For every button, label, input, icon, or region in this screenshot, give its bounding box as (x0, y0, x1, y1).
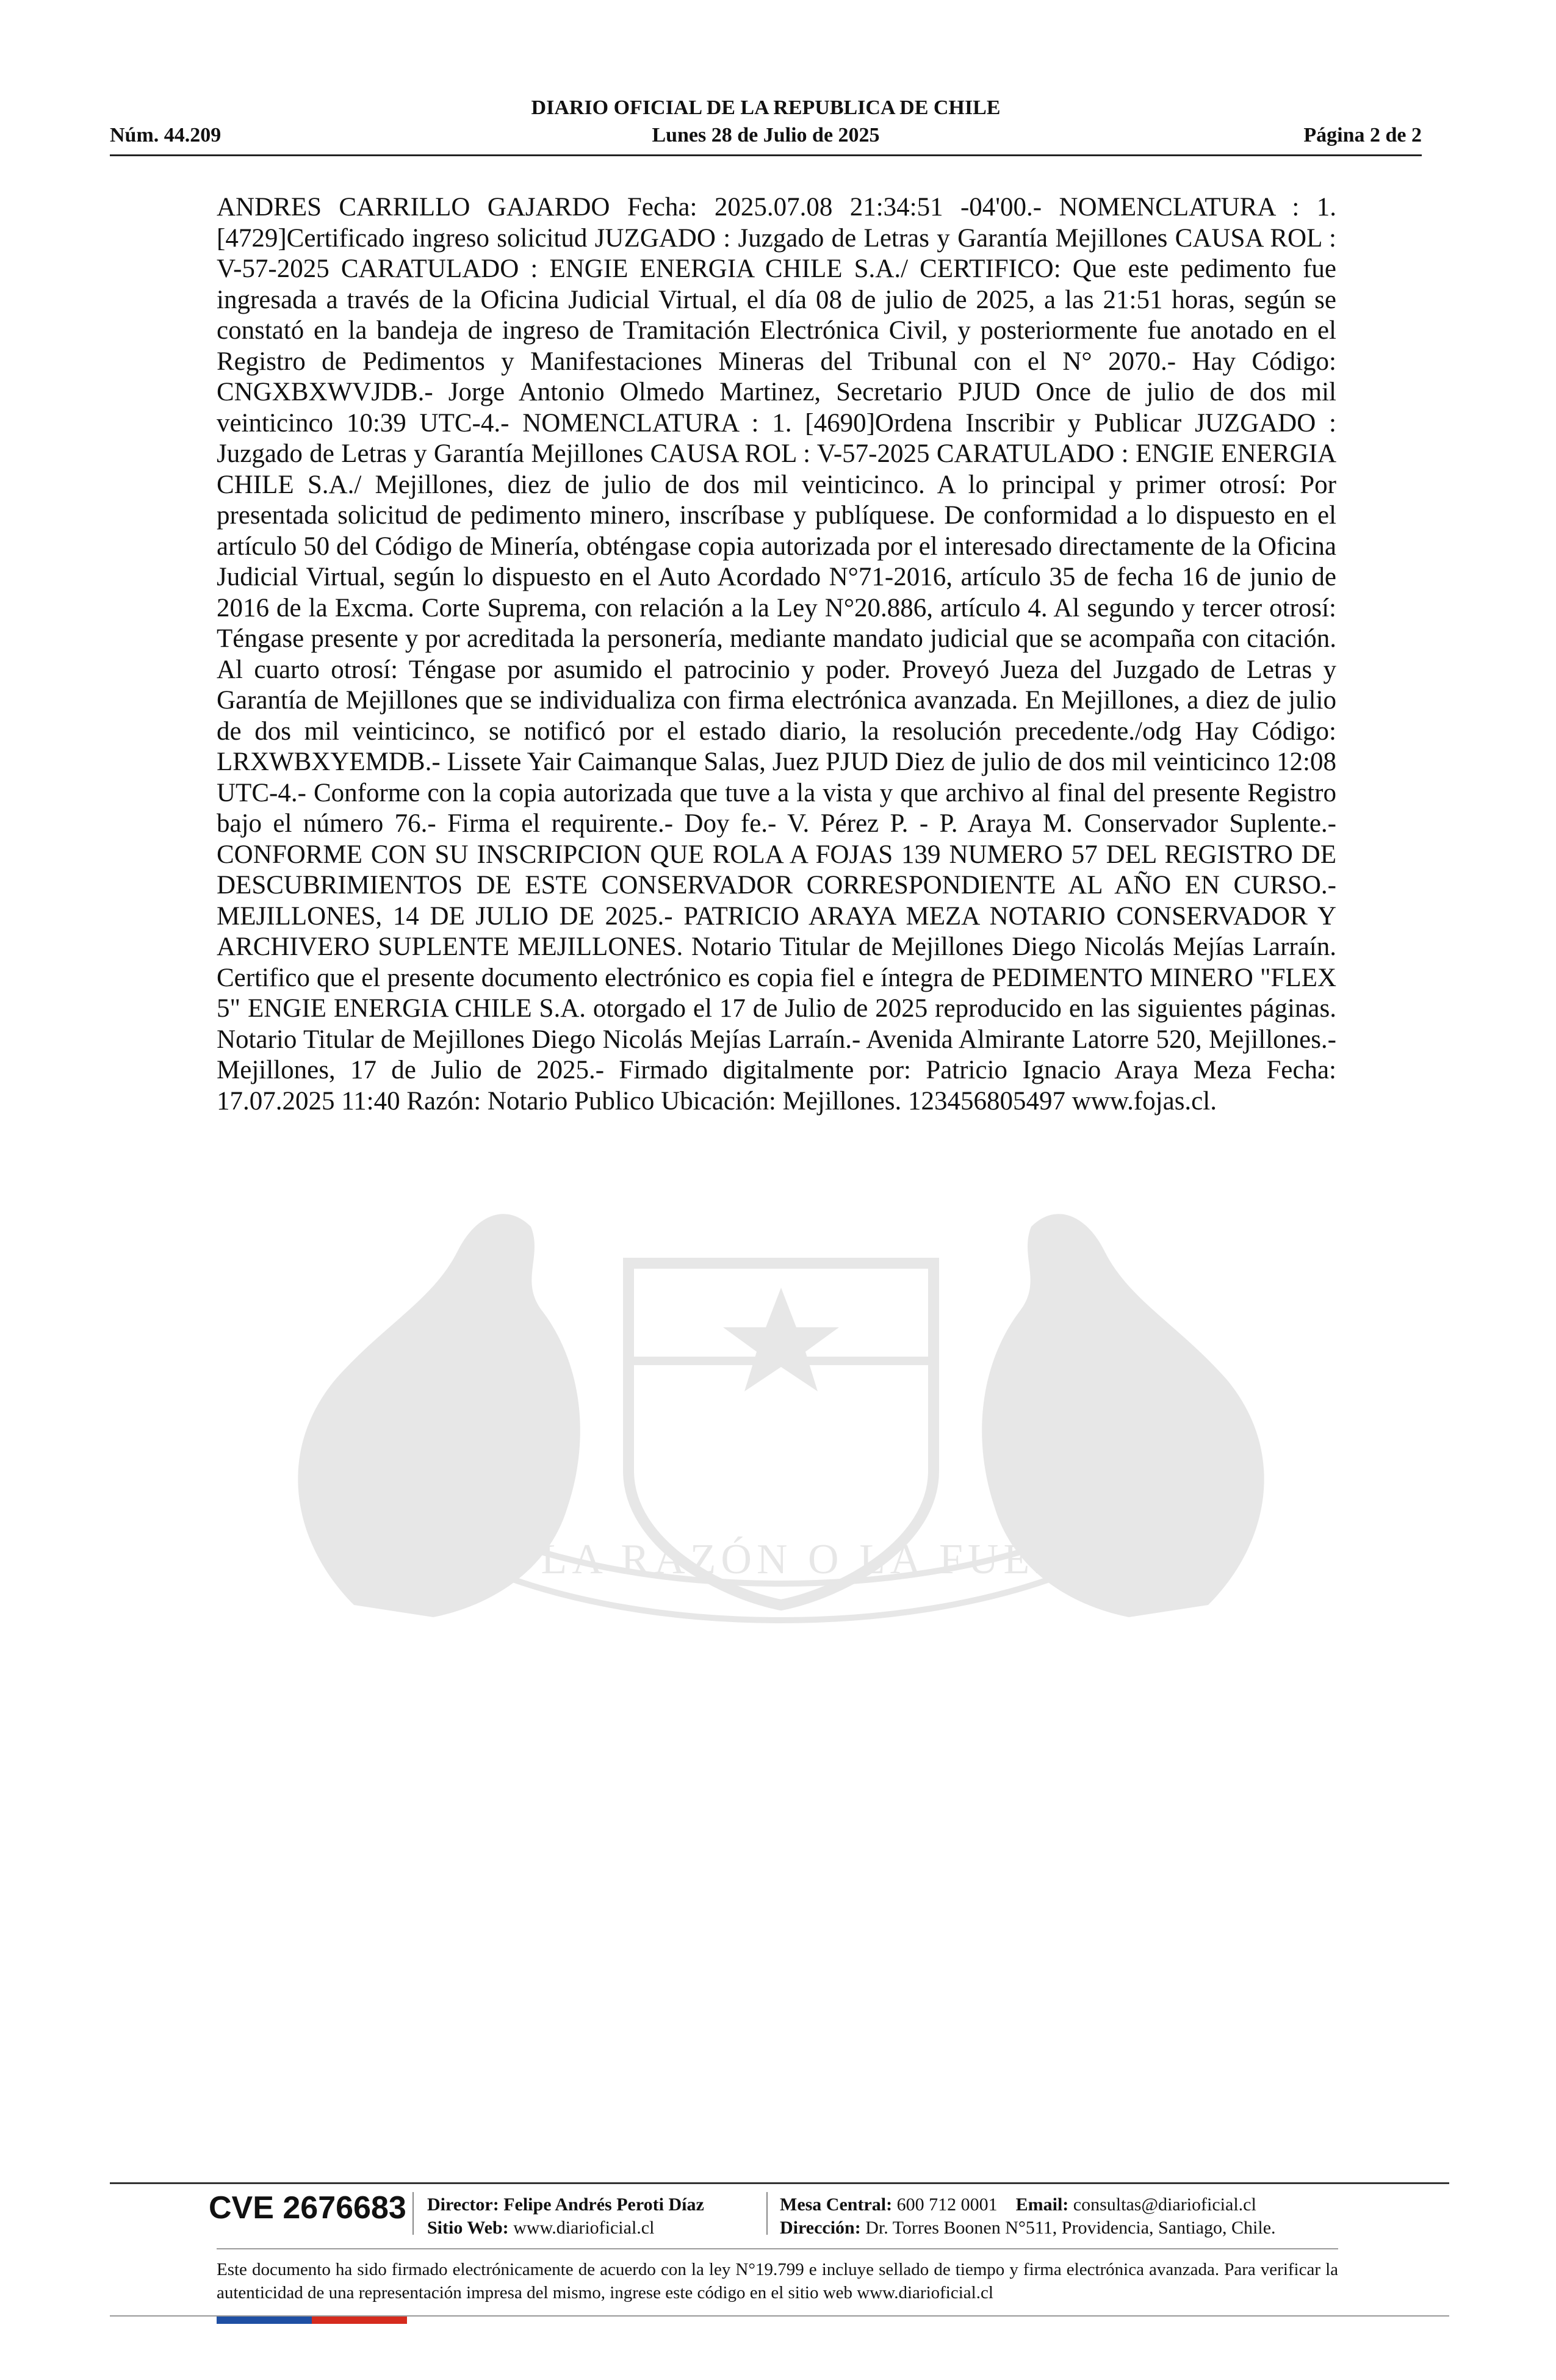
header-divider (110, 154, 1422, 156)
footer-director-block (427, 2193, 704, 2240)
website-label: Sitio Web: (427, 2218, 509, 2238)
footer-separator (412, 2192, 414, 2235)
cve-code: CVE 2676683 (209, 2190, 406, 2226)
page-header (110, 90, 1422, 157)
mesa-label: Mesa Central: (780, 2194, 893, 2215)
footer-divider-top (110, 2182, 1449, 2184)
gazette-title: DIARIO OFICIAL DE LA REPUBLICA DE CHILE (531, 96, 1001, 119)
email-link[interactable]: consultas@diarioficial.cl (1073, 2194, 1256, 2215)
footer-separator (766, 2192, 768, 2235)
director-name: Felipe Andrés Peroti Díaz (503, 2194, 704, 2215)
mesa-phone: 600 712 0001 (896, 2194, 998, 2215)
issue-number: Núm. 44.209 (110, 124, 222, 146)
website-link[interactable]: www.diarioficial.cl (513, 2218, 655, 2238)
footer-contact-block (780, 2193, 1276, 2240)
signature-notice: Este documento ha sido firmado electrónicamente de acuerdo con la ley N°19.799 e incluye sellado de tiempo y firma electrónica avanzada. Para verificar la autenticidad de una representación impresa del mismo, ingrese este código en el sitio web www.diarioficial.cl (217, 2260, 1338, 2302)
coat-of-arms-watermark-icon (201, 1178, 1361, 1666)
motto-text: POR LA RAZÓN O LA FUERZA (427, 1536, 1135, 1583)
flag-stripe (217, 2317, 407, 2324)
flag-red-band (312, 2317, 407, 2324)
page-indicator: Página 2 de 2 (1303, 124, 1422, 146)
director-label: Director: (427, 2194, 499, 2215)
footer-divider-mid (217, 2248, 1338, 2249)
issue-date: Lunes 28 de Julio de 2025 (652, 124, 880, 146)
document-body: ANDRES CARRILLO GAJARDO Fecha: 2025.07.08 21:34:51 -04'00.- NOMENCLATURA : 1. [4729]Certificado ingreso solicitud JUZGADO : Juzgado de Letras y Garantía Mejillones CAUSA ROL : V-57-2025 CARATULADO : ENGIE ENERGIA CHILE S.A./ CERTIFICO: Que este pedimento fue ingresada a través de la Oficina Judicial Virtual, el día 08 de julio de 2025, a las 21:51 horas, según se constató en la bandeja de ingreso de Tramitación Electrónica Civil, y posteriormente fue anotado en el Registro de Pedimentos y Manifestaciones Mineras del Tribunal con el N° 2070.- Hay Código: CNGXBXWVJDB.- Jorge Antonio Olmedo Martinez, Secretario PJUD Once de julio de dos mil veinticinco 10:39 UTC-4.- NOMENCLATURA : 1. [4690]Ordena Inscribir y Publicar JUZGADO : Juzgado de Letras y Garantía Mejillones CAUSA ROL : V-57-2025 CARATULADO : ENGIE ENERGIA CHILE S.A./ Mejillones, diez de julio de dos mil veinticinco. A lo principal y primer otrosí: Por presentada solicitud de pedimento minero, inscríbase y publíquese. De conformidad a lo dispuesto en el artículo 50 del Código de Minería, obténgase copia autorizada por el interesado directamente de la Oficina Judicial Virtual, según lo dispuesto en el Auto Acordado N°71-2016, artículo 35 de fecha 16 de junio de 2016 de la Excma. Corte Suprema, con relación a la Ley N°20.886, artículo 4. Al segundo y tercer otrosí: Téngase presente y por acreditada la personería, mediante mandato judicial que se acompaña con citación. Al cuarto otrosí: Téngase por asumido el patrocinio y poder. Proveyó Jueza del Juzgado de Letras y Garantía de Mejillones que se individualiza con firma electrónica avanzada. En Mejillones, a diez de julio de dos mil veinticinco, se notificó por el estado diario, la resolución precedente./odg Hay Código: LRXWBXYEMDB.- Lissete Yair Caimanque Salas, Juez PJUD Diez de julio de dos mil veinticinco 12:08 UTC-4.- Conforme con la copia autorizada que tuve a la vista y que archivo al final del presente Registro bajo el número 76.- Firma el requirente.- Doy fe.- V. Pérez P. - P. Araya M. Conservador Suplente.- CONFORME CON SU INSCRIPCION QUE ROLA A FOJAS 139 NUMERO 57 DEL REGISTRO DE DESCUBRIMIENTOS DE ESTE CONSERVADOR CORRESPONDIENTE AL AÑO EN CURSO.- MEJILLONES, 14 DE JULIO DE 2025.- PATRICIO ARAYA MEZA NOTARIO CONSERVADOR Y ARCHIVERO SUPLENTE MEJILLONES. Notario Titular de Mejillones Diego Nicolás Mejías Larraín. Certifico que el presente documento electrónico es copia fiel e íntegra de PEDIMENTO MINERO "FLEX 5" ENGIE ENERGIA CHILE S.A. otorgado el 17 de Julio de 2025 reproducido en las siguientes páginas. Notario Titular de Mejillones Diego Nicolás Mejías Larraín.- Avenida Almirante Latorre 520, Mejillones.- Mejillones, 17 de Julio de 2025.- Firmado digitalmente por: Patricio Ignacio Araya Meza Fecha: 17.07.2025 11:40 Razón: Notario Publico Ubicación: Mejillones. 123456805497 www.fojas.cl. (217, 193, 1336, 1116)
flag-blue-band (217, 2317, 312, 2324)
address-value: Dr. Torres Boonen N°511, Providencia, Santiago, Chile. (865, 2218, 1276, 2238)
email-label: Email: (1015, 2194, 1069, 2215)
address-label: Dirección: (780, 2218, 861, 2238)
